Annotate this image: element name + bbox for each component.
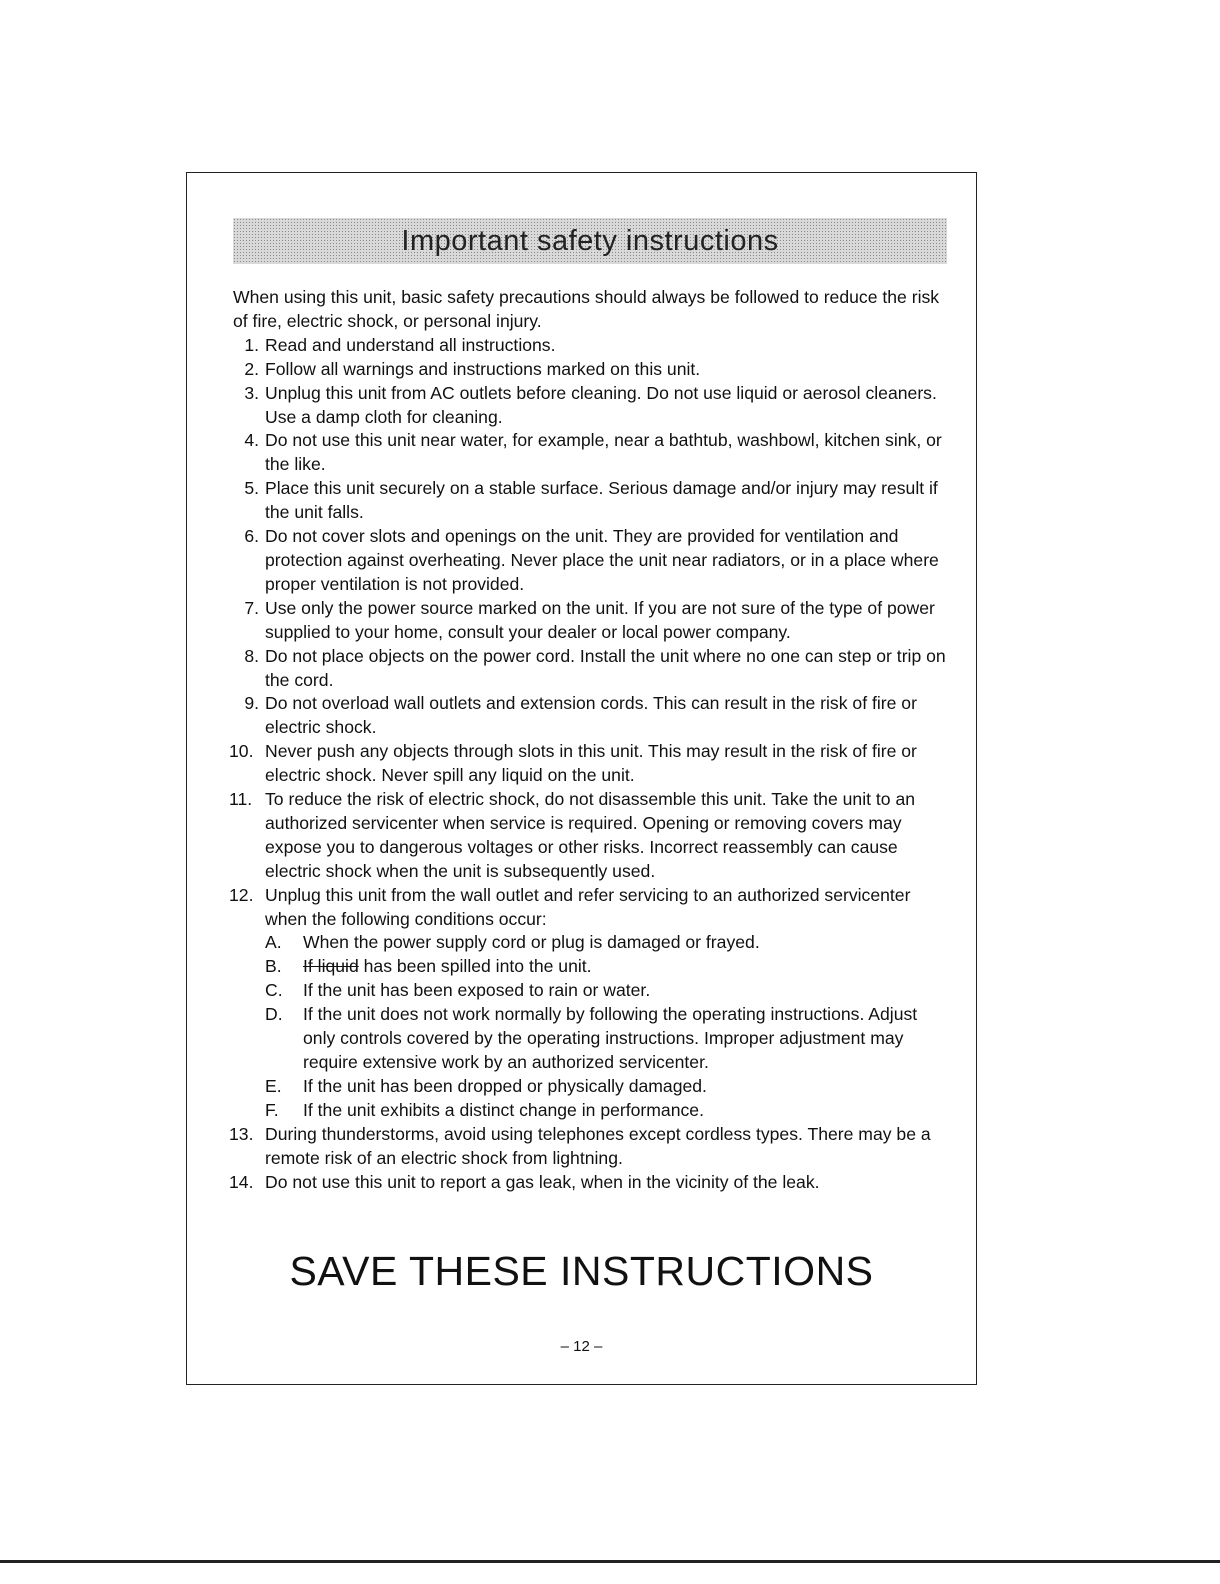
- item-text: Never push any objects through slots in this unit. This may result in the risk of fire or electric shock. Never spill any liquid on the unit.: [265, 741, 917, 786]
- intro-paragraph: When using this unit, basic safety precautions should always be followed to reduce the risk of fire, electric shock, or personal injury.: [233, 287, 940, 331]
- sub-list-item: [265, 979, 953, 1003]
- page-title: Important safety instructions: [401, 225, 779, 257]
- item-text: To reduce the risk of electric shock, do not disassemble this unit. Take the unit to an authorized servicenter when service is required. Opening or removing covers may expose you to dangerous voltages or other risks. Incorrect reassembly can cause electric shock when the unit is subsequently used.: [265, 789, 916, 881]
- item-number: 9.: [244, 693, 259, 714]
- sub-item-text: If the unit has been exposed to rain or water.: [303, 980, 651, 1001]
- list-item: [233, 597, 953, 645]
- item-text: Read and understand all instructions.: [265, 334, 556, 355]
- item-text: Do not use this unit to report a gas leak, when in the vicinity of the leak.: [265, 1171, 820, 1192]
- sub-item-letter: A.: [265, 932, 282, 953]
- sub-item-letter: E.: [265, 1075, 282, 1096]
- item-number: 4.: [244, 430, 259, 451]
- item-number: 3.: [244, 382, 259, 403]
- item-number: 12.: [229, 884, 254, 905]
- list-item: [229, 1171, 953, 1195]
- list-item: [229, 1123, 953, 1171]
- list-item: [233, 645, 953, 693]
- bottom-rule: [0, 1560, 1220, 1563]
- item-number: 1.: [244, 334, 259, 355]
- sub-list-item: [265, 1075, 953, 1099]
- list-item: [233, 382, 953, 430]
- item-number: 2.: [244, 358, 259, 379]
- list-item: [233, 429, 953, 477]
- instructions-body: [229, 286, 953, 1194]
- item-number: 10.: [229, 741, 254, 762]
- item-text: Do not use this unit near water, for example, near a bathtub, washbowl, kitchen sink, or the like.: [265, 430, 942, 475]
- struck-text: If liquid: [303, 956, 359, 977]
- item-number: 7.: [244, 597, 259, 618]
- sub-list-item: [265, 1099, 953, 1123]
- item-text: Place this unit securely on a stable surface. Serious damage and/or injury may result if the unit falls.: [265, 478, 938, 523]
- list-item: [233, 692, 953, 740]
- sub-item-letter: F.: [265, 1099, 279, 1120]
- item-number: 8.: [244, 645, 259, 666]
- item-number: 5.: [244, 478, 259, 499]
- list-item: [229, 788, 953, 884]
- sub-item-text: If the unit has been dropped or physically damaged.: [303, 1075, 707, 1096]
- sub-item-text: has been spilled into the unit.: [358, 956, 592, 977]
- item-number: 6.: [244, 526, 259, 547]
- item-number: 14.: [229, 1171, 254, 1192]
- instruction-list: [229, 334, 953, 1195]
- list-item: [233, 525, 953, 597]
- sub-list-item: [265, 1003, 953, 1075]
- sub-item-letter: C.: [265, 980, 283, 1001]
- list-item: [233, 358, 953, 382]
- item-text: Do not place objects on the power cord. Install the unit where no one can step or trip on the cord.: [265, 645, 946, 690]
- item-text: Do not cover slots and openings on the unit. They are provided for ventilation and protection against overheating. Never place the unit near radiators, or in a place where proper ventilation is not provided.: [265, 526, 939, 594]
- title-banner: [233, 218, 947, 264]
- condition-list: [265, 931, 953, 1122]
- item-number: 13.: [229, 1123, 254, 1144]
- list-item: [233, 477, 953, 525]
- page-number: – 12 –: [560, 1338, 603, 1355]
- sub-item-text: If the unit exhibits a distinct change in performance.: [303, 1099, 704, 1120]
- sub-item-letter: B.: [265, 956, 282, 977]
- item-text: Unplug this unit from the wall outlet and refer servicing to an authorized servicenter when the following conditions occur:: [265, 884, 911, 929]
- sub-item-letter: D.: [265, 1004, 283, 1025]
- save-instructions-heading: SAVE THESE INSTRUCTIONS: [289, 1248, 874, 1294]
- sub-item-text: If the unit does not work normally by following the operating instructions. Adjust only controls covered by the operating instructions. Improper adjustment may require extensive work by an authorized servicenter.: [303, 1004, 918, 1072]
- list-item: [229, 884, 953, 1123]
- item-number: 11.: [229, 789, 253, 810]
- list-item: [229, 740, 953, 788]
- sub-list-item: [265, 955, 953, 979]
- item-text: During thunderstorms, avoid using telephones except cordless types. There may be a remote risk of an electric shock from lightning.: [265, 1123, 931, 1168]
- sub-item-text: When the power supply cord or plug is damaged or frayed.: [303, 932, 760, 953]
- item-text: Unplug this unit from AC outlets before cleaning. Do not use liquid or aerosol cleaners. Use a damp cloth for cleaning.: [265, 382, 937, 427]
- list-item: [233, 334, 953, 358]
- item-text: Use only the power source marked on the unit. If you are not sure of the type of power supplied to your home, consult your dealer or local power company.: [265, 597, 935, 642]
- sub-list-item: [265, 931, 953, 955]
- item-text: Do not overload wall outlets and extension cords. This can result in the risk of fire or electric shock.: [265, 693, 917, 738]
- item-text: Follow all warnings and instructions marked on this unit.: [265, 358, 701, 379]
